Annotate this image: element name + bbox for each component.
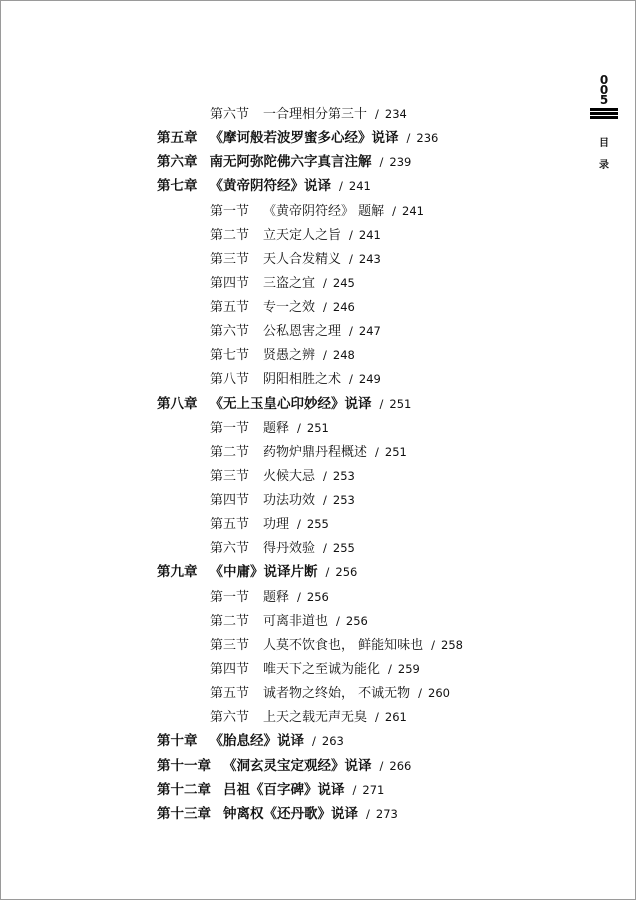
toc-section-entry[interactable]: [210, 105, 407, 124]
toc-separator: /: [339, 179, 343, 194]
toc-entry-label: 第三节: [210, 637, 250, 653]
toc-entry-page: 273: [375, 806, 398, 821]
page-number-digit: 0: [599, 73, 609, 87]
toc-section-entry[interactable]: [210, 298, 355, 317]
toc-separator: /: [323, 275, 327, 290]
toc-chapter-entry[interactable]: [157, 153, 411, 171]
toc-entry-label: 第五节: [210, 517, 250, 533]
toc-entry-label: 第四节: [210, 493, 250, 509]
toc-entry-label: 第七章: [157, 178, 198, 195]
toc-separator: /: [323, 541, 327, 556]
toc-separator: /: [418, 686, 423, 701]
toc-entry-title: 《黄帝阴符经》 题解: [263, 203, 385, 219]
toc-entry-page: 251: [306, 420, 329, 435]
toc-chapter-entry[interactable]: [157, 805, 398, 823]
toc-entry-page: 247: [358, 324, 381, 339]
toc-entry-label: 第四节: [210, 661, 250, 677]
toc-section-entry[interactable]: [210, 274, 355, 293]
toc-entry-page: 271: [362, 782, 385, 797]
toc-entry-title: 立天定人之旨: [263, 227, 342, 243]
toc-section-entry[interactable]: [210, 250, 381, 269]
toc-entry-label: 第十三章: [157, 805, 211, 822]
toc-entry-page: 241: [402, 203, 424, 218]
toc-separator: /: [325, 565, 330, 580]
toc-section-entry[interactable]: [210, 202, 424, 221]
toc-entry-title: 天人合发精义: [263, 251, 342, 267]
toc-entry-title: 题释: [263, 420, 290, 436]
toc-entry-title: 得丹效验: [263, 541, 316, 557]
toc-entry-page: 234: [384, 107, 407, 121]
toc-entry-title: 钟离权《还丹歌》说译: [223, 805, 358, 822]
toc-section-entry[interactable]: [210, 636, 463, 655]
toc-separator: /: [349, 372, 353, 387]
toc-separator: /: [379, 155, 384, 170]
toc-entry-title: 吕祖《百字碑》说译: [223, 781, 345, 798]
toc-separator: /: [323, 493, 327, 508]
toc-entry-title: 专一之效: [263, 300, 316, 316]
toc-entry-page: 263: [321, 734, 344, 749]
toc-entry-page: 260: [428, 686, 450, 701]
toc-separator: /: [379, 396, 384, 411]
toc-section-entry[interactable]: [210, 443, 407, 462]
toc-entry-title: 火候大忌: [263, 468, 316, 484]
toc-entry-label: 第三节: [210, 468, 250, 484]
toc-entry-label: 第四节: [210, 275, 250, 291]
toc-separator: /: [431, 637, 436, 652]
toc-entry-title: 南无阿弥陀佛六字真言注解: [209, 154, 372, 171]
toc-entry-label: 第五节: [210, 300, 250, 316]
toc-section-entry[interactable]: [210, 491, 355, 510]
toc-entry-page: 255: [332, 541, 355, 556]
toc-entry-label: 第一节: [210, 420, 250, 436]
page-number-digit: 5: [599, 93, 609, 107]
toc-entry-label: 第十一章: [157, 757, 211, 774]
toc-separator: /: [323, 300, 327, 315]
toc-entry-label: 第十二章: [157, 781, 211, 798]
toc-section-entry[interactable]: [210, 226, 381, 245]
toc-separator: /: [375, 710, 379, 725]
toc-entry-label: 第九章: [157, 564, 198, 581]
toc-entry-label: 第十章: [157, 733, 198, 750]
toc-entry-label: 第一节: [210, 203, 250, 219]
toc-chapter-entry[interactable]: [157, 732, 344, 750]
toc-section-entry[interactable]: [210, 539, 355, 558]
toc-separator: /: [323, 348, 327, 363]
toc-entry-title: 药物炉鼎丹程概述: [263, 444, 368, 460]
toc-section-entry[interactable]: [210, 660, 420, 679]
toc-entry-label: 第三节: [210, 251, 250, 267]
toc-entry-page: 256: [335, 565, 358, 580]
toc-entry-page: 246: [332, 300, 355, 315]
page-number-digit: 0: [599, 83, 609, 97]
toc-chapter-entry[interactable]: [157, 757, 411, 775]
toc-separator: /: [297, 420, 301, 435]
toc-entry-label: 第六节: [210, 541, 250, 557]
toc-entry-page: 243: [358, 251, 381, 266]
toc-chapter-entry[interactable]: [157, 781, 384, 799]
toc-entry-title: 公私恩害之理: [263, 324, 342, 340]
toc-entry-page: 241: [348, 179, 371, 194]
toc-entry-title: 功理: [263, 517, 290, 533]
toc-entry-page: 241: [358, 227, 381, 242]
toc-separator: /: [323, 468, 327, 483]
toc-entry-title: 诚者物之终始， 不诚无物: [263, 686, 411, 702]
toc-separator: /: [336, 613, 340, 628]
toc-separator: /: [349, 324, 353, 339]
toc-entry-page: 249: [358, 372, 381, 387]
toc-entry-page: 236: [416, 131, 439, 146]
toc-section-entry[interactable]: [210, 612, 368, 631]
toc-separator: /: [349, 227, 353, 242]
toc-entry-page: 239: [389, 155, 412, 170]
toc-entry-label: 第二节: [210, 444, 250, 460]
toc-entry-title: 题释: [263, 589, 290, 605]
toc-section-entry[interactable]: [210, 322, 381, 341]
toc-entry-title: 上天之载无声无臭: [263, 710, 368, 726]
toc-entry-title: 《黄帝阴符经》说译: [209, 178, 331, 195]
toc-entry-label: 第八节: [210, 372, 250, 388]
toc-separator: /: [379, 758, 384, 773]
toc-entry-page: 266: [389, 758, 412, 773]
toc-separator: /: [388, 661, 392, 676]
toc-entry-page: 256: [306, 589, 329, 604]
running-head-char: 录: [599, 160, 609, 171]
toc-chapter-entry[interactable]: [157, 129, 438, 147]
toc-entry-title: 《无上玉皇心印妙经》说译: [209, 395, 372, 412]
toc-entry-page: 251: [389, 396, 412, 411]
toc-section-entry[interactable]: [210, 684, 450, 703]
toc-entry-label: 第六章: [157, 154, 198, 171]
toc-entry-page: 248: [332, 348, 355, 363]
running-head-char: 目: [599, 138, 609, 149]
toc-section-entry[interactable]: [210, 419, 329, 438]
toc-separator: /: [349, 251, 353, 266]
toc-entry-label: 第五章: [157, 130, 198, 147]
toc-separator: /: [297, 517, 301, 532]
toc-entry-title: 人莫不饮食也， 鲜能知味也: [263, 637, 424, 653]
toc-entry-label: 第七节: [210, 348, 250, 364]
toc-entry-page: 255: [306, 517, 329, 532]
toc-entry-label: 第二节: [210, 227, 250, 243]
toc-separator: /: [312, 734, 316, 749]
toc-entry-label: 第一节: [210, 589, 250, 605]
toc-entry-title: 功法功效: [263, 493, 316, 509]
toc-entry-title: 《摩诃般若波罗蜜多心经》说译: [209, 130, 399, 147]
toc-entry-page: 245: [332, 275, 355, 290]
toc-entry-title: 三盗之宜: [263, 275, 316, 291]
toc-entry-title: 阴阳相胜之术: [263, 372, 342, 388]
toc-entry-label: 第二节: [210, 613, 250, 629]
toc-entry-label: 第六节: [210, 107, 250, 122]
toc-entry-title: 唯天下之至诚为能化: [263, 661, 381, 677]
toc-entry-page: 256: [345, 613, 368, 628]
toc-section-entry[interactable]: [210, 515, 329, 534]
toc-entry-label: 第六节: [210, 324, 250, 340]
toc-entry-page: 259: [397, 661, 420, 676]
toc-entry-title: 贤愚之辨: [263, 348, 316, 364]
toc-entry-title: 《中庸》说译片断: [209, 564, 318, 581]
toc-chapter-entry[interactable]: [157, 563, 357, 581]
toc-separator: /: [297, 589, 301, 604]
toc-section-entry[interactable]: [210, 708, 407, 727]
toc-entry-page: 258: [441, 637, 463, 652]
toc-section-entry[interactable]: [210, 467, 355, 486]
toc-entry-title: 可离非道也: [263, 613, 329, 629]
toc-section-entry[interactable]: [210, 346, 355, 365]
toc-section-entry[interactable]: [210, 588, 329, 607]
toc-separator: /: [366, 806, 370, 821]
toc-entry-page: 253: [332, 468, 355, 483]
toc-separator: /: [375, 444, 379, 459]
toc-separator: /: [406, 131, 411, 146]
toc-separator: /: [375, 107, 379, 121]
toc-entry-title: 一合理相分第三十: [263, 107, 368, 122]
toc-chapter-entry[interactable]: [157, 177, 371, 195]
toc-entry-page: 261: [384, 710, 407, 725]
toc-separator: /: [352, 782, 357, 797]
toc-entry-label: 第八章: [157, 395, 198, 412]
toc-entry-label: 第五节: [210, 686, 250, 702]
toc-entry-label: 第六节: [210, 710, 250, 726]
toc-chapter-entry[interactable]: [157, 395, 411, 413]
toc-entry-title: 《洞玄灵宝定观经》说译: [223, 757, 372, 774]
toc-section-entry[interactable]: [210, 370, 381, 389]
toc-entry-page: 253: [332, 493, 355, 508]
toc-entry-title: 《胎息经》说译: [209, 733, 304, 750]
toc-separator: /: [392, 203, 397, 218]
toc-entry-page: 251: [384, 444, 407, 459]
